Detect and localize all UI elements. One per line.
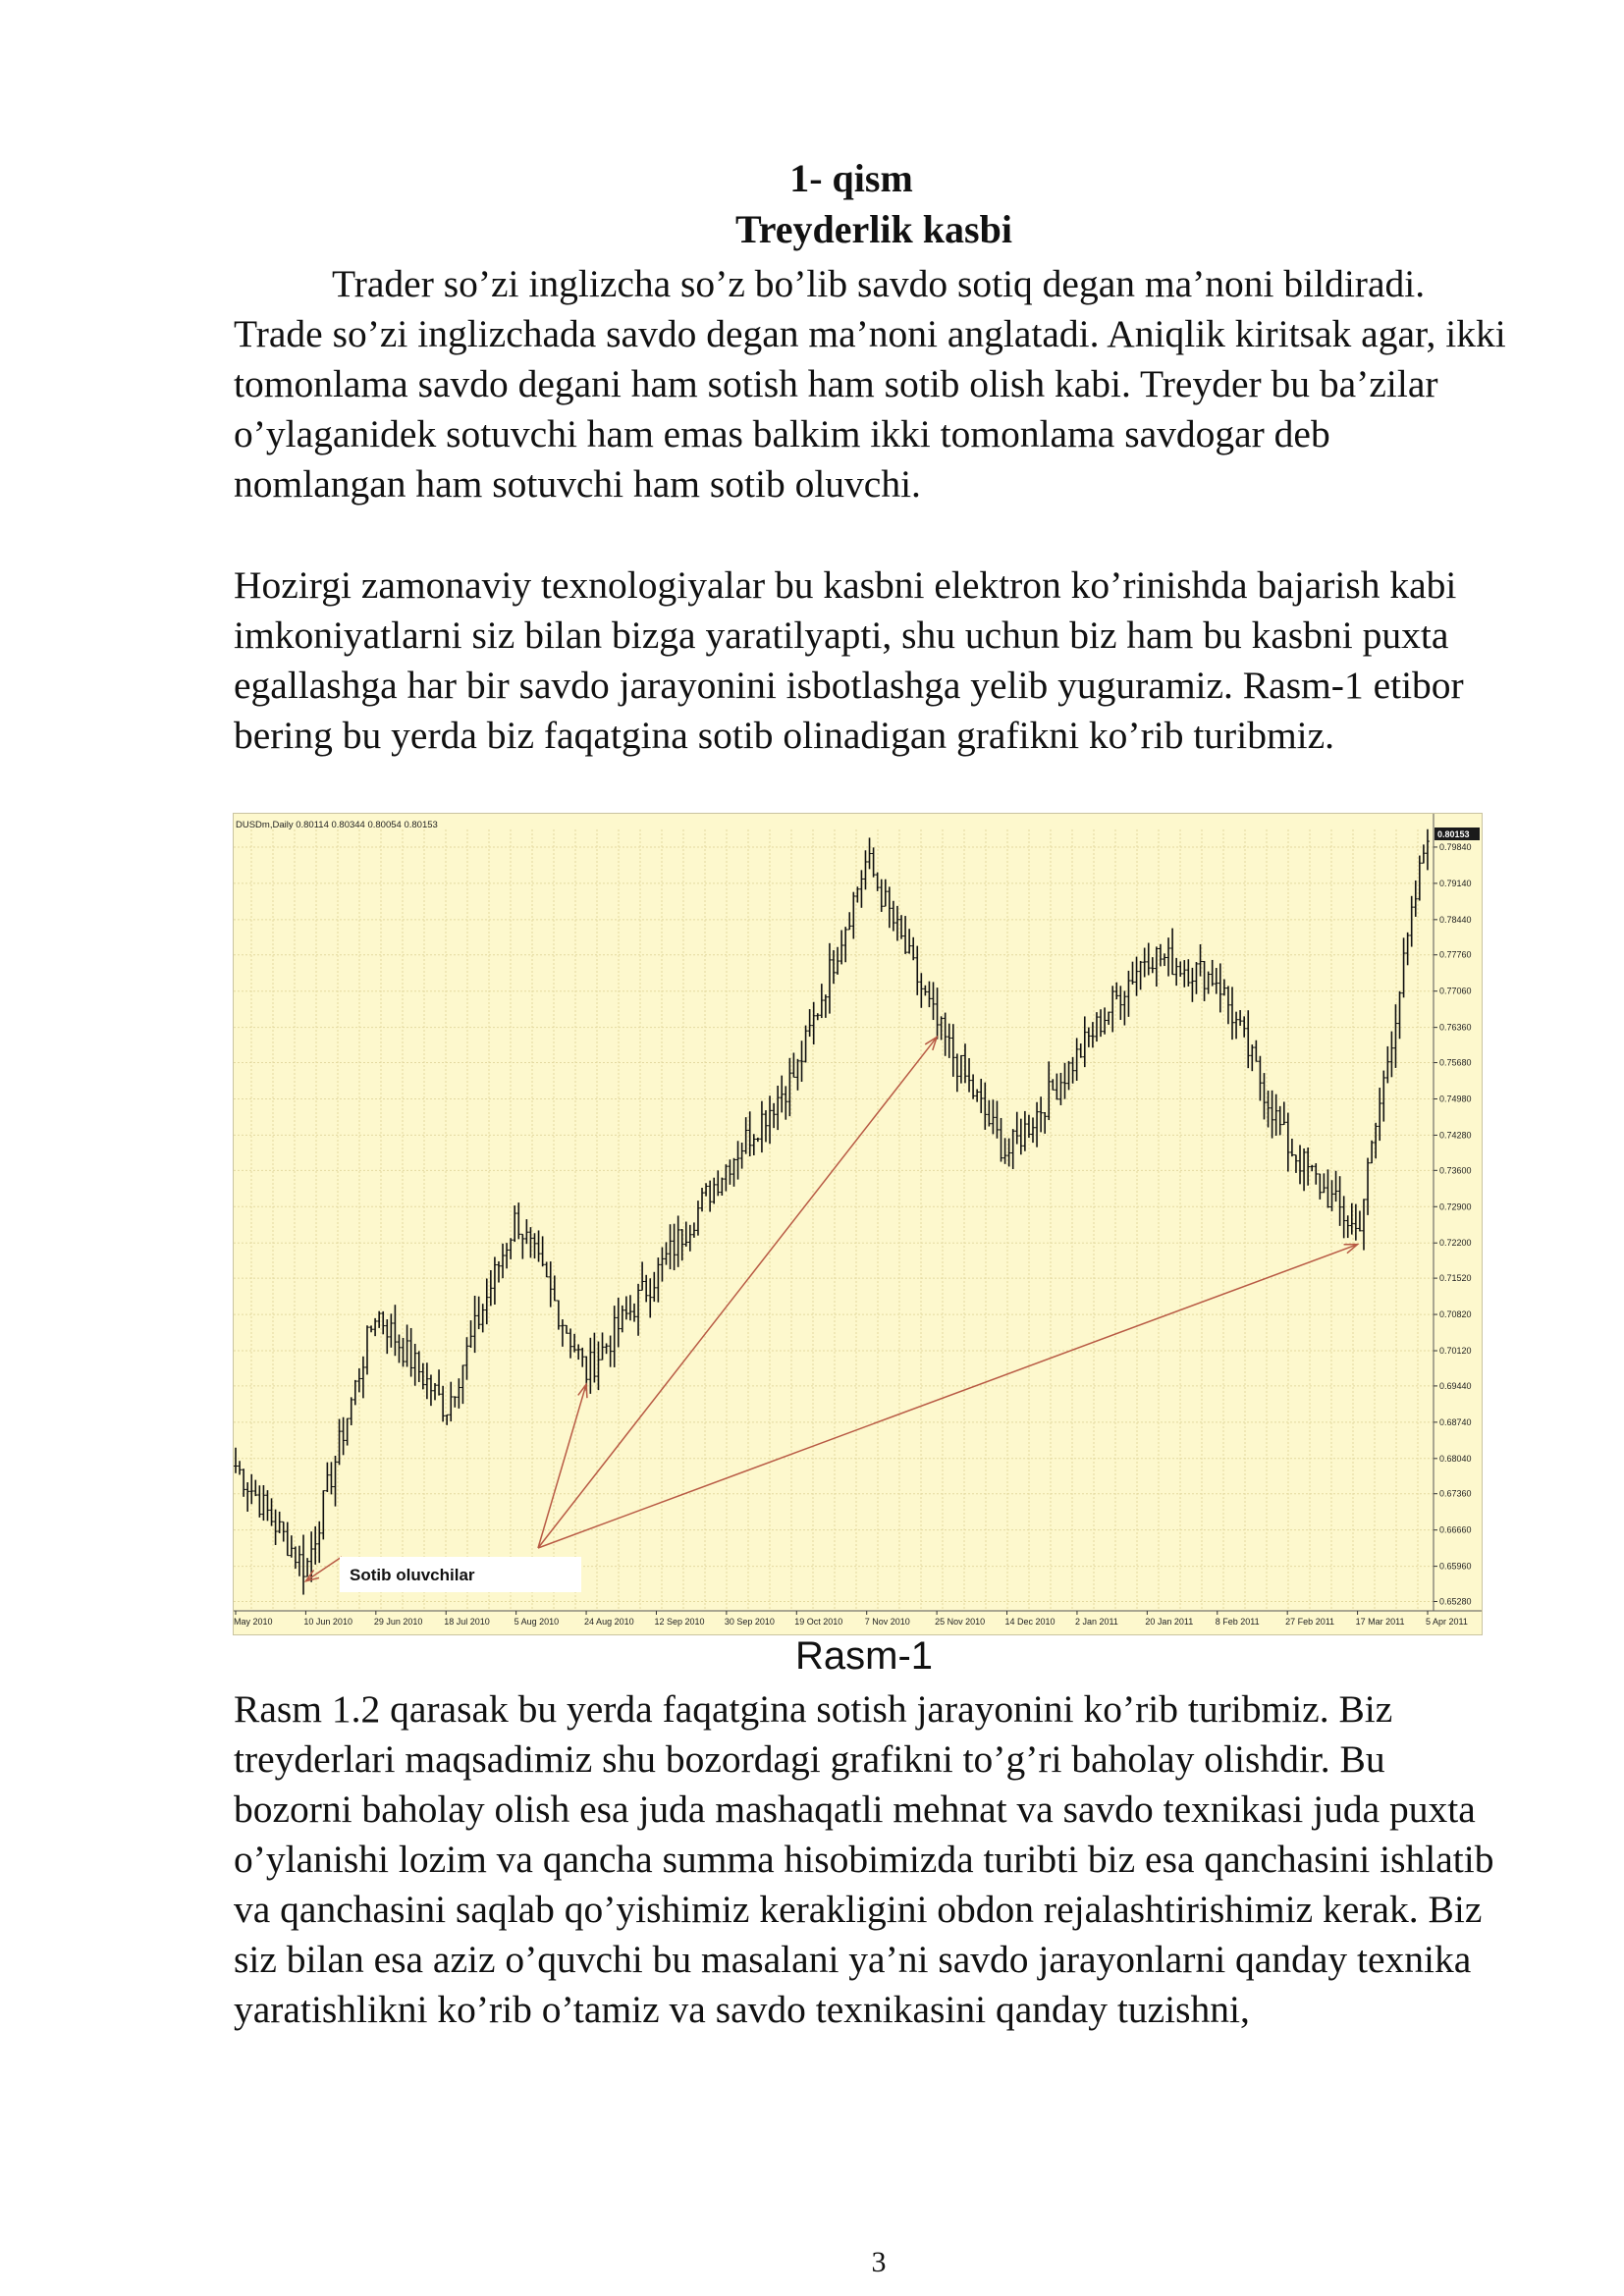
y-tick-label: 0.66660: [1439, 1524, 1472, 1535]
y-tick-label: 0.71520: [1439, 1273, 1472, 1284]
chapter-title: Treyderlik kasbi: [735, 207, 1012, 251]
y-tick-label: 0.76360: [1439, 1022, 1472, 1033]
y-tick-label: 0.77760: [1439, 949, 1472, 960]
price-chart: [234, 814, 1482, 1634]
x-tick-label: 12 Sep 2010: [654, 1617, 705, 1627]
y-tick-label: 0.79840: [1439, 841, 1472, 852]
y-tick-label: 0.78440: [1439, 914, 1472, 925]
x-tick-label: 29 Jun 2010: [373, 1617, 423, 1627]
x-tick-label: May 2010: [234, 1617, 273, 1627]
y-tick-label: 0.68740: [1439, 1416, 1472, 1427]
figure-caption: Rasm-1: [794, 1634, 934, 1678]
y-tick-label: 0.77060: [1439, 986, 1472, 996]
x-tick-label: 27 Feb 2011: [1285, 1617, 1335, 1627]
x-tick-label: 10 Jun 2010: [303, 1617, 352, 1627]
x-tick-label: 30 Sep 2010: [724, 1617, 775, 1627]
x-tick-label: 20 Jan 2011: [1145, 1617, 1194, 1627]
part-heading: 1- qism: [789, 156, 913, 200]
y-tick-label: 0.70820: [1439, 1309, 1472, 1320]
y-tick-label: 0.69440: [1439, 1380, 1472, 1391]
paragraph-intro: Trader so’zi inglizcha so’z bo’lib savdo sotiq degan ma’noni bildiradi. Trade so’zi inglizchada savdo degan ma’noni anglatadi. Aniqlik kiritsak agar, ikki tomonlama savdo degani ham sotish ham sotib olish kabi. Treyder bu ba’zilar o’ylaganidek sotuvchi ham emas balkim ikki tomonlama savdogar deb nomlangan ham sotuvchi ham sotib oluvchi.: [234, 262, 1506, 506]
y-tick-label: 0.72900: [1439, 1201, 1472, 1212]
x-tick-label: 17 Mar 2011: [1355, 1617, 1405, 1627]
y-tick-label: 0.68040: [1439, 1453, 1472, 1464]
x-tick-label: 24 Aug 2010: [584, 1617, 634, 1627]
x-tick-label: 5 Aug 2010: [514, 1617, 560, 1627]
chart-header: DUSDm,Daily 0.80114 0.80344 0.80054 0.80153: [236, 820, 438, 830]
y-tick-label: 0.75680: [1439, 1057, 1472, 1068]
annotation-label: Sotib oluvchilar: [350, 1566, 475, 1584]
paragraph-analysis: Rasm 1.2 qarasak bu yerda faqatgina sotish jarayonini ko’rib turibmiz. Biz treyderlari maqsadimiz shu bozordagi grafikni to’g’ri baholay olishdir. Bu bozorni baholay olish esa juda mashaqatli mehnat va savdo texnikasi juda puxta o’ylanishi lozim va qancha summa hisobimizda turibti biz esa qanchasini ishlatib va qanchasini saqlab qo’yishimiz kerakligini obdon rejalashtirishimiz kerak. Biz siz bilan esa aziz o’quvchi bu masalani ya’ni savdo jarayonlarni qanday texnika yaratishlikni ko’rib o’tamiz va savdo texnikasini qanday tuzishni,: [234, 1687, 1494, 2031]
x-tick-label: 2 Jan 2011: [1074, 1617, 1118, 1627]
y-tick-label: 0.74280: [1439, 1130, 1472, 1141]
page-number: 3: [871, 2246, 887, 2278]
x-tick-label: 14 Dec 2010: [1004, 1617, 1056, 1627]
current-price-label: 0.80153: [1437, 829, 1470, 839]
y-tick-label: 0.65960: [1439, 1561, 1472, 1572]
chart-background: [234, 814, 1482, 1634]
paragraph-technology: Hozirgi zamonaviy texnologiyalar bu kasbni elektron ko’rinishda bajarish kabi imkoniyatlarni siz bilan bizga yaratilyapti, shu uchun biz ham bu kasbni puxta egallashga har bir savdo jarayonini isbotlashga yelib yuguramiz. Rasm-1 etibor bering bu yerda biz faqatgina sotib olinadigan grafikni ko’rib turibmiz.: [234, 563, 1464, 757]
x-tick-label: 5 Apr 2011: [1426, 1617, 1468, 1627]
x-tick-label: 25 Nov 2010: [935, 1617, 986, 1627]
forex-chart-figure: [233, 813, 1483, 1635]
y-tick-label: 0.67360: [1439, 1488, 1472, 1499]
y-tick-label: 0.74980: [1439, 1094, 1472, 1104]
x-tick-label: 7 Nov 2010: [864, 1617, 910, 1627]
y-tick-label: 0.73600: [1439, 1165, 1472, 1176]
y-tick-label: 0.65280: [1439, 1596, 1472, 1607]
x-tick-label: 8 Feb 2011: [1215, 1617, 1260, 1627]
y-tick-label: 0.72200: [1439, 1238, 1472, 1249]
x-tick-label: 18 Jul 2010: [444, 1617, 490, 1627]
x-tick-label: 19 Oct 2010: [794, 1617, 843, 1627]
y-tick-label: 0.70120: [1439, 1346, 1472, 1357]
y-tick-label: 0.79140: [1439, 878, 1472, 888]
